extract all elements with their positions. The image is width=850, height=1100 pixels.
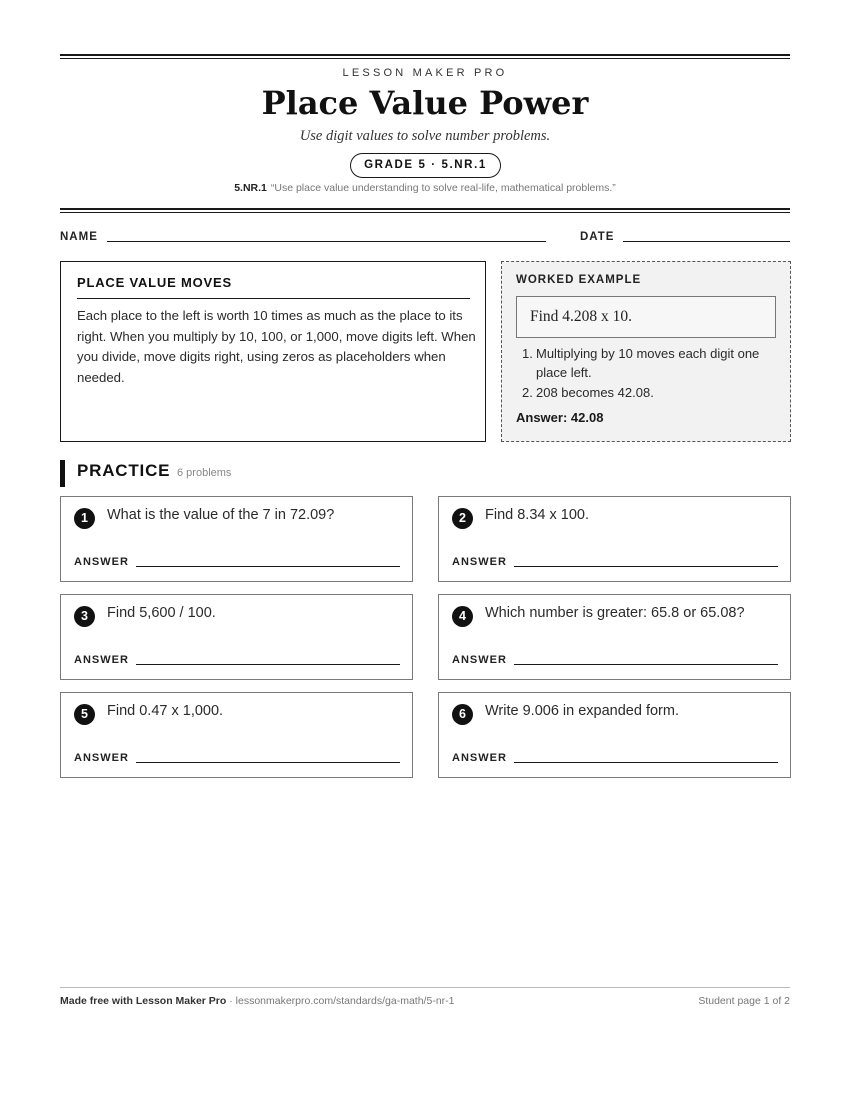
page-subtitle: Use digit values to solve number problems. — [299, 128, 551, 144]
concept-title: PLACE VALUE MOVES — [77, 275, 232, 290]
worked-example-step — [516, 383, 786, 402]
top-double-rule — [60, 54, 790, 59]
answer-label: ANSWER — [452, 654, 507, 666]
footer-url[interactable]: · lessonmakerpro.com/standards/ga-math/5-nr-1 — [226, 995, 455, 1007]
answer-label: ANSWER — [74, 654, 129, 666]
problem-card-6 — [438, 692, 791, 778]
answer-field[interactable] — [514, 566, 778, 567]
practice-title: PRACTICE — [77, 461, 171, 480]
answer-field[interactable] — [136, 664, 400, 665]
problem-question: Write 9.006 in expanded form. — [485, 703, 679, 719]
concept-box — [60, 261, 486, 442]
problem-number-badge: 1 — [74, 508, 95, 529]
date-field[interactable] — [623, 241, 790, 242]
problem-question: Which number is greater: 65.8 or 65.08? — [485, 605, 745, 621]
footer-credit — [60, 995, 455, 1007]
worked-example-label: WORKED EXAMPLE — [516, 274, 642, 286]
grade-badge: GRADE 5 · 5.NR.1 — [350, 153, 501, 178]
worked-example-box — [501, 261, 791, 442]
concept-divider — [77, 298, 470, 299]
page-title: Place Value Power — [261, 84, 589, 122]
standard-code: 5.NR.1 — [234, 182, 267, 194]
step-number: 1. — [522, 346, 533, 361]
date-label: DATE — [580, 231, 615, 243]
practice-accent-bar — [60, 460, 65, 487]
answer-label: ANSWER — [452, 556, 507, 568]
problem-card-5 — [60, 692, 413, 778]
worked-example-problem: Find 4.208 x 10. — [516, 296, 776, 338]
problem-number-badge: 4 — [452, 606, 473, 627]
problem-question: Find 0.47 x 1,000. — [107, 703, 224, 719]
answer-field[interactable] — [136, 566, 400, 567]
problem-question: Find 8.34 x 100. — [485, 507, 589, 523]
problem-card-3 — [60, 594, 413, 680]
header-double-rule — [60, 208, 790, 213]
problem-question: Find 5,600 / 100. — [107, 605, 216, 621]
step-text: Multiplying by 10 moves each digit one place left. — [536, 346, 760, 380]
problem-card-4 — [438, 594, 791, 680]
problem-number-badge: 5 — [74, 704, 95, 725]
answer-field[interactable] — [514, 762, 778, 763]
footer-made-with: Made free with Lesson Maker Pro — [60, 995, 227, 1007]
worked-example-steps — [516, 344, 786, 403]
name-label: NAME — [60, 231, 98, 243]
step-number: 2. — [522, 385, 533, 400]
concept-text: Each place to the left is worth 10 times as much as the place to its right. When you multiply by 10, 100, or 1,000, move digits left. When you divide, move digits right, using zeros as placeholders when needed. — [77, 308, 476, 385]
brand-name: LESSON MAKER PRO — [342, 67, 508, 79]
name-field[interactable] — [107, 241, 546, 242]
worked-example-answer: Answer: 42.08 — [516, 410, 604, 425]
problem-question: What is the value of the 7 in 72.09? — [107, 507, 335, 523]
worked-example-step — [516, 344, 786, 382]
footer-page-number: Student page 1 of 2 — [698, 995, 790, 1007]
answer-label: ANSWER — [74, 556, 129, 568]
problem-number-badge: 3 — [74, 606, 95, 627]
standard-line — [0, 182, 850, 194]
problem-card-2 — [438, 496, 791, 582]
answer-field[interactable] — [136, 762, 400, 763]
practice-count: 6 problems — [177, 467, 232, 479]
answer-label: ANSWER — [74, 752, 129, 764]
standard-text: “Use place value understanding to solve real-life, mathematical problems.” — [270, 182, 616, 194]
problem-card-1 — [60, 496, 413, 582]
problem-number-badge: 2 — [452, 508, 473, 529]
step-text: 208 becomes 42.08. — [536, 385, 654, 400]
answer-field[interactable] — [514, 664, 778, 665]
problem-number-badge: 6 — [452, 704, 473, 725]
footer-divider — [60, 987, 790, 988]
answer-label: ANSWER — [452, 752, 507, 764]
